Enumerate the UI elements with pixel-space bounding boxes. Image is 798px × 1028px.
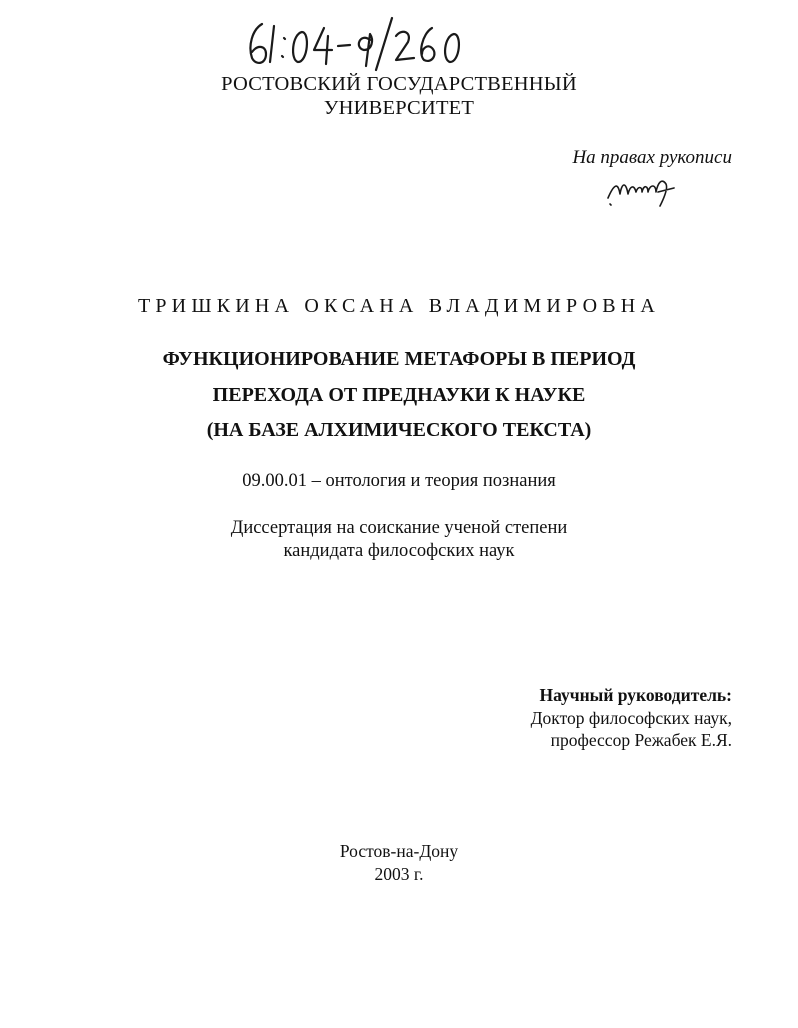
- degree-line-1: Диссертация на соискание ученой степени: [230, 518, 568, 538]
- advisor-line-2: профессор Режабек Е.Я.: [550, 730, 732, 750]
- city: Ростов-на-Дону: [339, 841, 459, 861]
- university-name: [0, 72, 798, 120]
- rights-note: На правах рукописи: [572, 147, 732, 168]
- degree-line-2: кандидата философских наук: [283, 541, 515, 561]
- advisor-line-1: Доктор философских наук,: [530, 707, 732, 728]
- university-line-2: УНИВЕРСИТЕТ: [323, 97, 475, 119]
- archive-stamp-handwriting: [240, 14, 470, 74]
- signature-handwriting: [600, 168, 690, 210]
- title-line-3: (НА БАЗЕ АЛХИМИЧЕСКОГО ТЕКСТА): [206, 419, 592, 441]
- advisor-heading: Научный руководитель:: [539, 685, 732, 705]
- author-name: ТРИШКИНА ОКСАНА ВЛАДИМИРОВНА: [137, 295, 661, 317]
- university-line-1: РОСТОВСКИЙ ГОСУДАРСТВЕННЫЙ: [221, 73, 577, 95]
- title-line-1: ФУНКЦИОНИРОВАНИЕ МЕТАФОРЫ В ПЕРИОД: [162, 348, 636, 370]
- specialty-code: 09.00.01 – онтология и теория познания: [242, 471, 556, 491]
- degree-statement: [0, 517, 798, 563]
- dissertation-title: [0, 342, 798, 449]
- advisor-block: [531, 684, 732, 752]
- signature: [600, 168, 690, 210]
- archive-stamp: [240, 14, 470, 74]
- place-and-year: [0, 840, 798, 885]
- year: 2003 г.: [374, 863, 424, 884]
- title-line-2: ПЕРЕХОДА ОТ ПРЕДНАУКИ К НАУКЕ: [212, 383, 586, 406]
